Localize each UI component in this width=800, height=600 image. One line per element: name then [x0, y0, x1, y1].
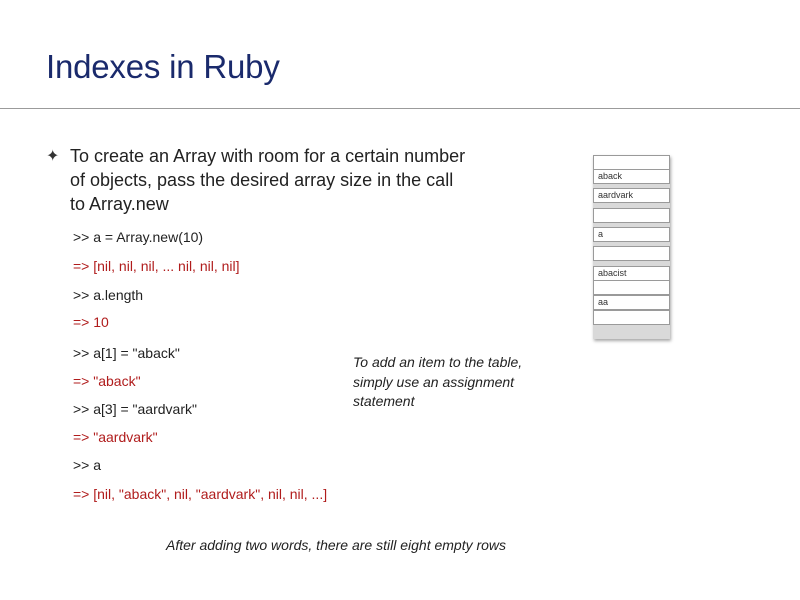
title-divider [0, 108, 800, 109]
table-row: a [593, 227, 670, 242]
code-line: >> a[3] = "aardvark" [73, 401, 197, 417]
code-line: => "aback" [73, 373, 141, 389]
code-line: => [nil, "aback", nil, "aardvark", nil, nil, ...] [73, 486, 328, 502]
table-row: aback [593, 169, 670, 184]
bullet-icon: ✦ [46, 148, 60, 165]
assignment-note: To add an item to the table, simply use an assignment statement [353, 354, 523, 409]
table-row [593, 208, 670, 223]
table-row [593, 310, 670, 325]
figure-caption: After adding two words, there are still eight empty rows [166, 537, 507, 553]
table-row: aardvark [593, 188, 670, 203]
table-row [593, 155, 670, 170]
code-line: >> a.length [73, 287, 144, 303]
table-row [593, 246, 670, 261]
code-line: => [nil, nil, nil, ... nil, nil, nil] [73, 258, 240, 274]
hash-table-diagram [593, 155, 670, 339]
code-line: => "aardvark" [73, 429, 158, 445]
bullet-text: To create an Array with room for a certain number of objects, pass the desired array size in the call to Array.new [70, 146, 466, 214]
code-line: >> a[1] = "aback" [73, 345, 180, 361]
code-line: >> a = Array.new(10) [73, 229, 204, 245]
slide-title: Indexes in Ruby [46, 48, 280, 85]
code-line: => 10 [73, 314, 109, 330]
table-row: abacist [593, 266, 670, 281]
table-row [593, 280, 670, 295]
table-row: aa [593, 295, 670, 310]
code-line: >> a [73, 457, 102, 473]
